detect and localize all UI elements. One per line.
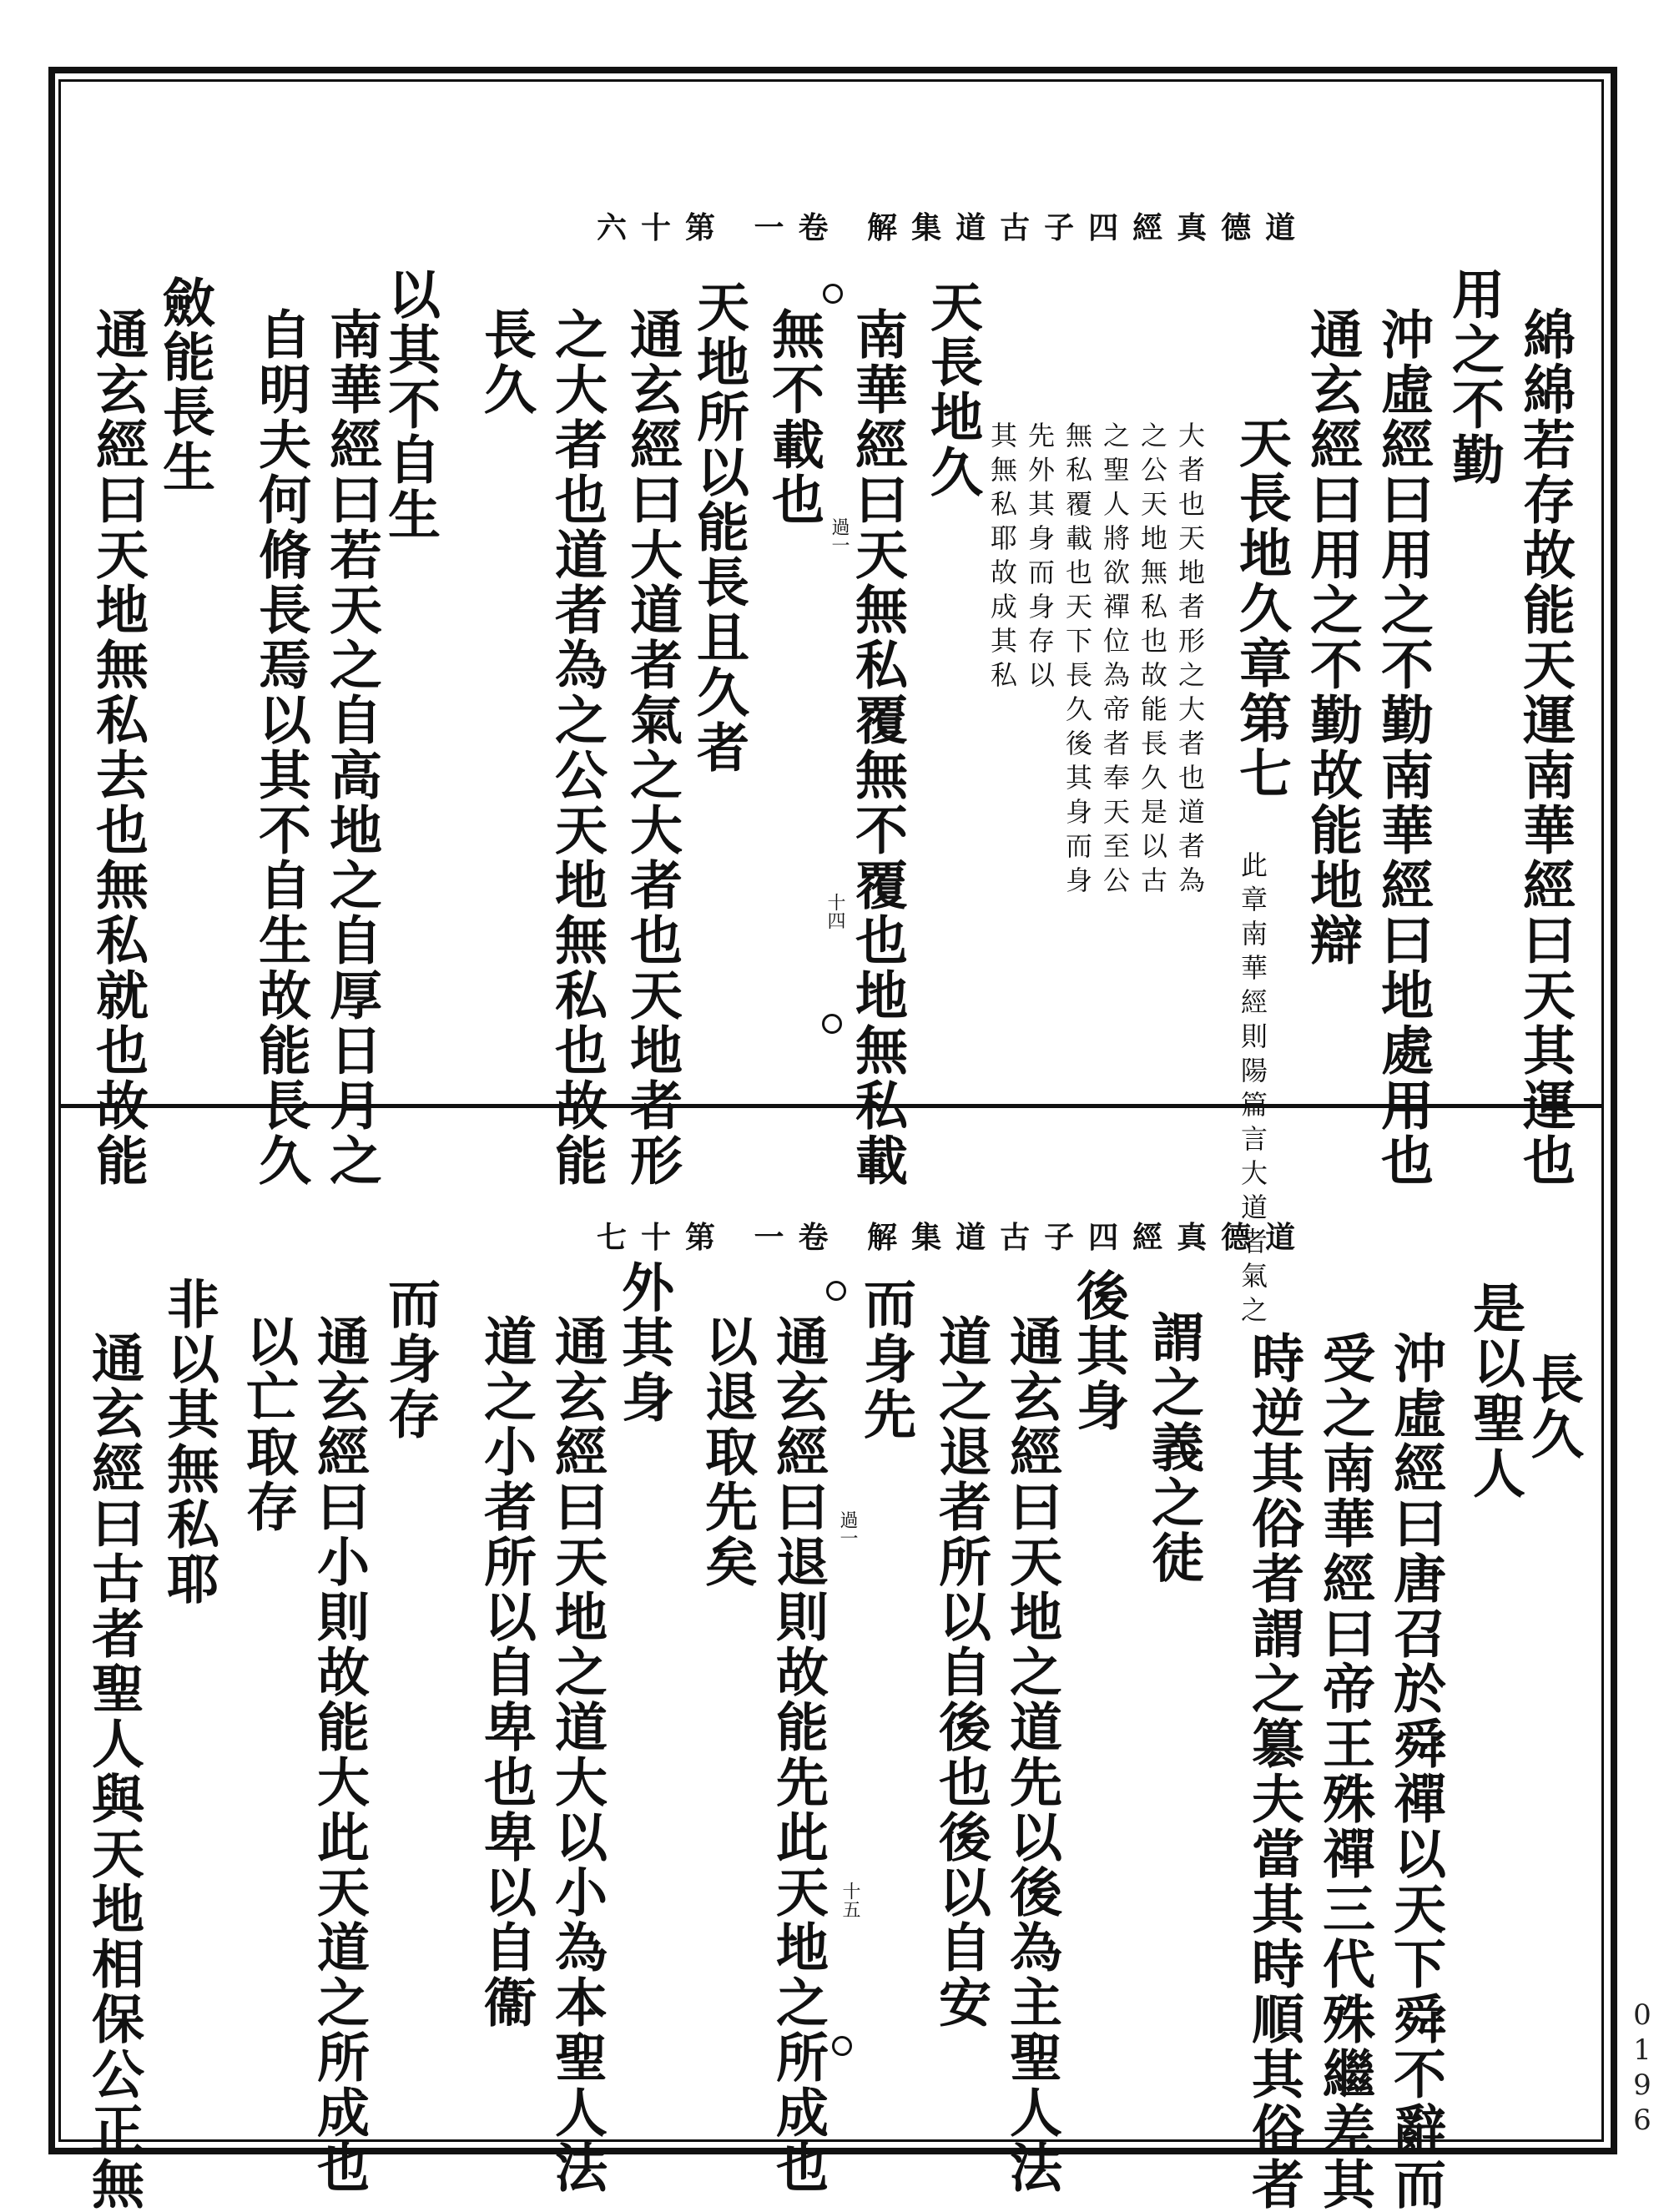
margin-note: 十五 — [840, 1882, 860, 1918]
page-number: 0196 — [1626, 1998, 1659, 2139]
text-column: 長久 — [1523, 1352, 1585, 1462]
text-column: 天地所以能長且久者 — [688, 280, 750, 775]
text-column: 以退取先矣 — [697, 1314, 759, 1590]
text-column: 通玄經曰天地無私去也無私就也故能 — [88, 307, 149, 1188]
text-column: 無不載也 — [764, 307, 825, 527]
chapter-title: 天長地久章第七 — [1231, 416, 1293, 801]
text-column: 通玄經曰小則故能大此天道之所成也 — [309, 1314, 371, 2195]
text-column: 沖虛經曰唐召於舜禪以天下舜不辭而 — [1385, 1331, 1447, 2212]
margin-note: 斂 — [154, 275, 216, 330]
circle-mark — [823, 284, 843, 304]
text-column: 時逆其俗者謂之簒夫當其時順其俗者 — [1243, 1331, 1305, 2212]
text-column: 之大者也道者為之公天地無私也故能 — [547, 307, 608, 1188]
text-column: 能長生 — [154, 330, 216, 495]
commentary-column: 之公天地無私也故能長久是以古 — [1137, 421, 1168, 900]
text-column: 外其身 — [613, 1260, 675, 1425]
commentary-column: 其無私耶故成其私 — [986, 421, 1018, 695]
text-column: 長久 — [476, 307, 537, 417]
circle-mark — [826, 1281, 846, 1301]
commentary-column: 先外其身而身存以 — [1024, 421, 1056, 695]
text-column: 而身先 — [855, 1277, 917, 1442]
top-page-header: 道德真經四子古道集解 卷一 第十六 — [597, 210, 1310, 245]
text-column: 天長地久 — [922, 280, 984, 500]
text-column: 道之小者所以自卑也卑以自衞 — [476, 1314, 537, 2030]
margin-note: 十四 — [824, 893, 845, 930]
text-column: 用之不勤 — [1444, 267, 1505, 487]
bottom-page-header: 道德真經四子古道集解 卷一 第十七 — [597, 1220, 1310, 1255]
text-column: 而身存 — [380, 1277, 441, 1442]
text-column: 自明夫何脩長焉以其不自生故能長久 — [250, 307, 312, 1188]
commentary-column: 大者也天地者形之大者也道者為 — [1174, 421, 1206, 900]
text-column: 通玄經曰退則故能先此天地之所成也 — [768, 1314, 829, 2195]
text-column: 謂之義之徒 — [1143, 1310, 1205, 1585]
text-column: 以亡取存 — [238, 1314, 300, 1534]
text-column: 沖虛經曰用之不勤南華經曰地處用也 — [1373, 307, 1435, 1188]
text-column: 非以其無私耶 — [159, 1277, 220, 1607]
commentary-column: 之聖人將欲禪位為帝者奉天至公 — [1099, 421, 1131, 900]
circle-mark — [832, 2036, 852, 2056]
commentary-column: 此章南華經則陽篇言大道者氣之 — [1237, 851, 1268, 1330]
margin-note: 過一 — [837, 1510, 858, 1547]
text-column: 綿綿若存故能天運南華經曰天其運也 — [1515, 307, 1576, 1188]
text-column: 通玄經曰用之不勤故能地辯 — [1302, 307, 1364, 968]
text-column: 通玄經曰天地之道大以小為本聖人法 — [547, 1314, 608, 2195]
text-column: 通玄經曰大道者氣之大者也天地者形 — [622, 307, 683, 1188]
text-column: 南華經曰若天之自高地之自厚日月之 — [321, 307, 383, 1188]
text-column: 受之南華經曰帝王殊禪三代殊繼差其 — [1314, 1331, 1376, 2212]
text-column: 是以聖人 — [1465, 1281, 1526, 1501]
commentary-column: 無私覆載也天下長久後其身而身 — [1061, 421, 1093, 900]
circle-mark — [822, 1014, 842, 1034]
text-column: 後其身 — [1068, 1268, 1130, 1434]
text-column: 以其不自生 — [380, 267, 441, 542]
text-column: 南華經曰天無私覆無不覆也地無私載 — [847, 307, 909, 1188]
text-column: 通玄經曰古者聖人與天地相保公正無 — [83, 1331, 145, 2212]
text-column: 道之退者所以自後也後以自安 — [930, 1314, 992, 2030]
margin-note: 過一 — [829, 517, 850, 554]
text-column: 通玄經曰天地之道先以後為主聖人法 — [1001, 1314, 1063, 2195]
